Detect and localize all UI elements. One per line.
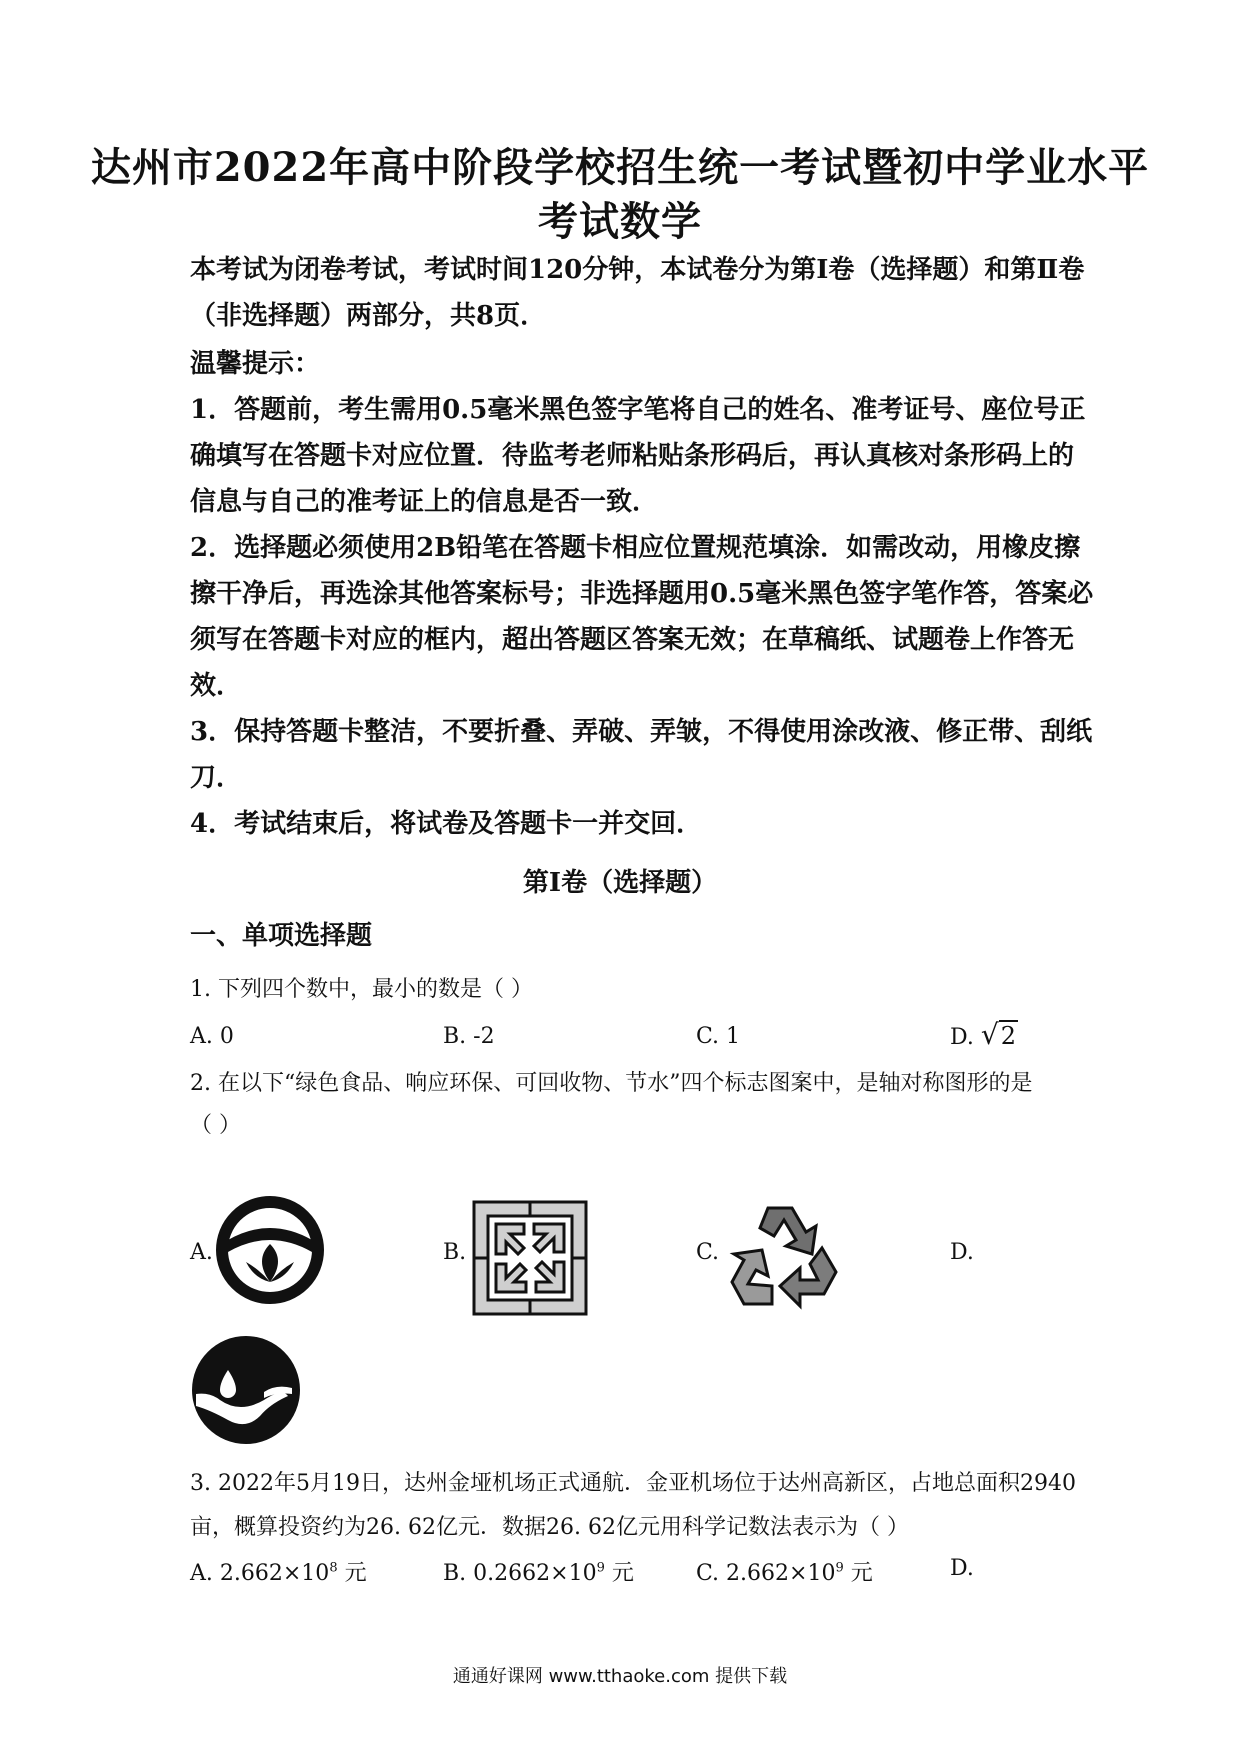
q1-option-b: B. -2	[443, 1024, 495, 1049]
q3-option-a-unit: 元	[344, 1561, 367, 1586]
q3-option-a-label: A.	[190, 1561, 213, 1586]
q3-option-a-exponent: 8	[329, 1560, 338, 1576]
intro-line-1: 本考试为闭卷考试，考试时间120分钟，本试卷分为第Ⅰ卷（选择题）和第Ⅱ卷	[190, 255, 1085, 285]
q3-option-c-label: C.	[696, 1561, 720, 1586]
q2-option-b: B.	[443, 1240, 467, 1265]
tip-4-line-1: 4．考试结束后，将试卷及答题卡一并交回．	[190, 809, 703, 839]
sqrt-expression	[981, 1018, 1018, 1051]
q1-option-c: C. 1	[696, 1024, 741, 1049]
q3-option-d: D.	[950, 1556, 974, 1581]
q2-option-a: A.	[190, 1240, 213, 1265]
tip-1-line-2: 确填写在答题卡对应位置．待监考老师粘贴条形码后，再认真核对条形码上的	[190, 441, 1075, 471]
intro-line-2: （非选择题）两部分，共8页．	[190, 301, 547, 331]
title-line-1: 达州市2022年高中阶段学校招生统一考试暨初中学业水平	[90, 144, 1150, 191]
part-heading: 一、单项选择题	[190, 921, 373, 951]
tip-2-line-2: 擦干净后，再选涂其他答案标号；非选择题用0.5毫米黑色签字笔作答，答案必	[190, 579, 1094, 609]
tip-2-line-4: 效．	[190, 671, 243, 701]
q3-option-c-value: 2.662×10	[726, 1561, 836, 1586]
q2-option-c: C.	[696, 1240, 720, 1265]
q2-stem-line-1: 2. 在以下“绿色食品、响应环保、可回收物、节水”四个标志图案中，是轴对称图形的是	[190, 1071, 1033, 1096]
q1-option-d-radicand: 2	[1000, 1022, 1016, 1050]
q3-option-b-value: 0.2662×10	[473, 1561, 597, 1586]
recycle-logo-icon	[722, 1198, 848, 1316]
page-footer: 通通好课网 www.tthaoke.com 提供下载	[452, 1666, 788, 1687]
q3-option-c-exponent: 9	[835, 1560, 844, 1576]
q3-option-b	[443, 1556, 634, 1587]
q1-option-a: A. 0	[190, 1024, 234, 1049]
tip-3-line-1: 3．保持答题卡整洁，不要折叠、弄破、弄皱，不得使用涂改液、修正带、刮纸	[190, 717, 1093, 747]
q3-option-b-exponent: 9	[596, 1560, 605, 1576]
q1-option-d-label: D.	[950, 1025, 974, 1050]
q2-option-d: D.	[950, 1240, 974, 1265]
q3-stem-line-2: 亩，概算投资约为26. 62亿元．数据26. 62亿元用科学记数法表示为（ ）	[190, 1515, 909, 1540]
green-food-logo-icon	[214, 1194, 326, 1306]
q2-stem-line-2: （ ）	[190, 1113, 241, 1138]
q1-stem: 1. 下列四个数中，最小的数是（ ）	[190, 977, 533, 1002]
q3-option-b-label: B.	[443, 1561, 467, 1586]
tips-heading: 温馨提示：	[190, 349, 321, 379]
q3-option-a	[190, 1556, 367, 1587]
q3-option-c	[696, 1556, 873, 1587]
tip-1-line-3: 信息与自己的准考证上的信息是否一致．	[190, 487, 659, 517]
q3-option-c-unit: 元	[850, 1561, 873, 1586]
tip-2-line-3: 须写在答题卡对应的框内，超出答题区答案无效；在草稿纸、试题卷上作答无	[190, 625, 1075, 655]
q3-option-a-value: 2.662×10	[219, 1561, 330, 1586]
volume-heading: 第Ⅰ卷（选择题）	[522, 868, 718, 898]
tip-3-line-2: 刀．	[190, 763, 243, 793]
environment-protection-logo-icon	[468, 1196, 592, 1320]
tip-2-line-1: 2．选择题必须使用2B铅笔在答题卡相应位置规范填涂．如需改动，用橡皮擦	[190, 533, 1081, 563]
q3-option-b-unit: 元	[611, 1561, 634, 1586]
title-line-2: 考试数学	[538, 198, 702, 245]
water-saving-logo-icon	[190, 1334, 302, 1446]
q3-stem-line-1: 3. 2022年5月19日，达州金垭机场正式通航．金亚机场位于达州高新区，占地总面积2940	[190, 1471, 1076, 1496]
radical-icon: √	[980, 1018, 999, 1051]
tip-1-line-1: 1．答题前，考生需用0.5毫米黑色签字笔将自己的姓名、准考证号、座位号正	[190, 395, 1086, 425]
q1-option-d	[950, 1018, 1018, 1051]
